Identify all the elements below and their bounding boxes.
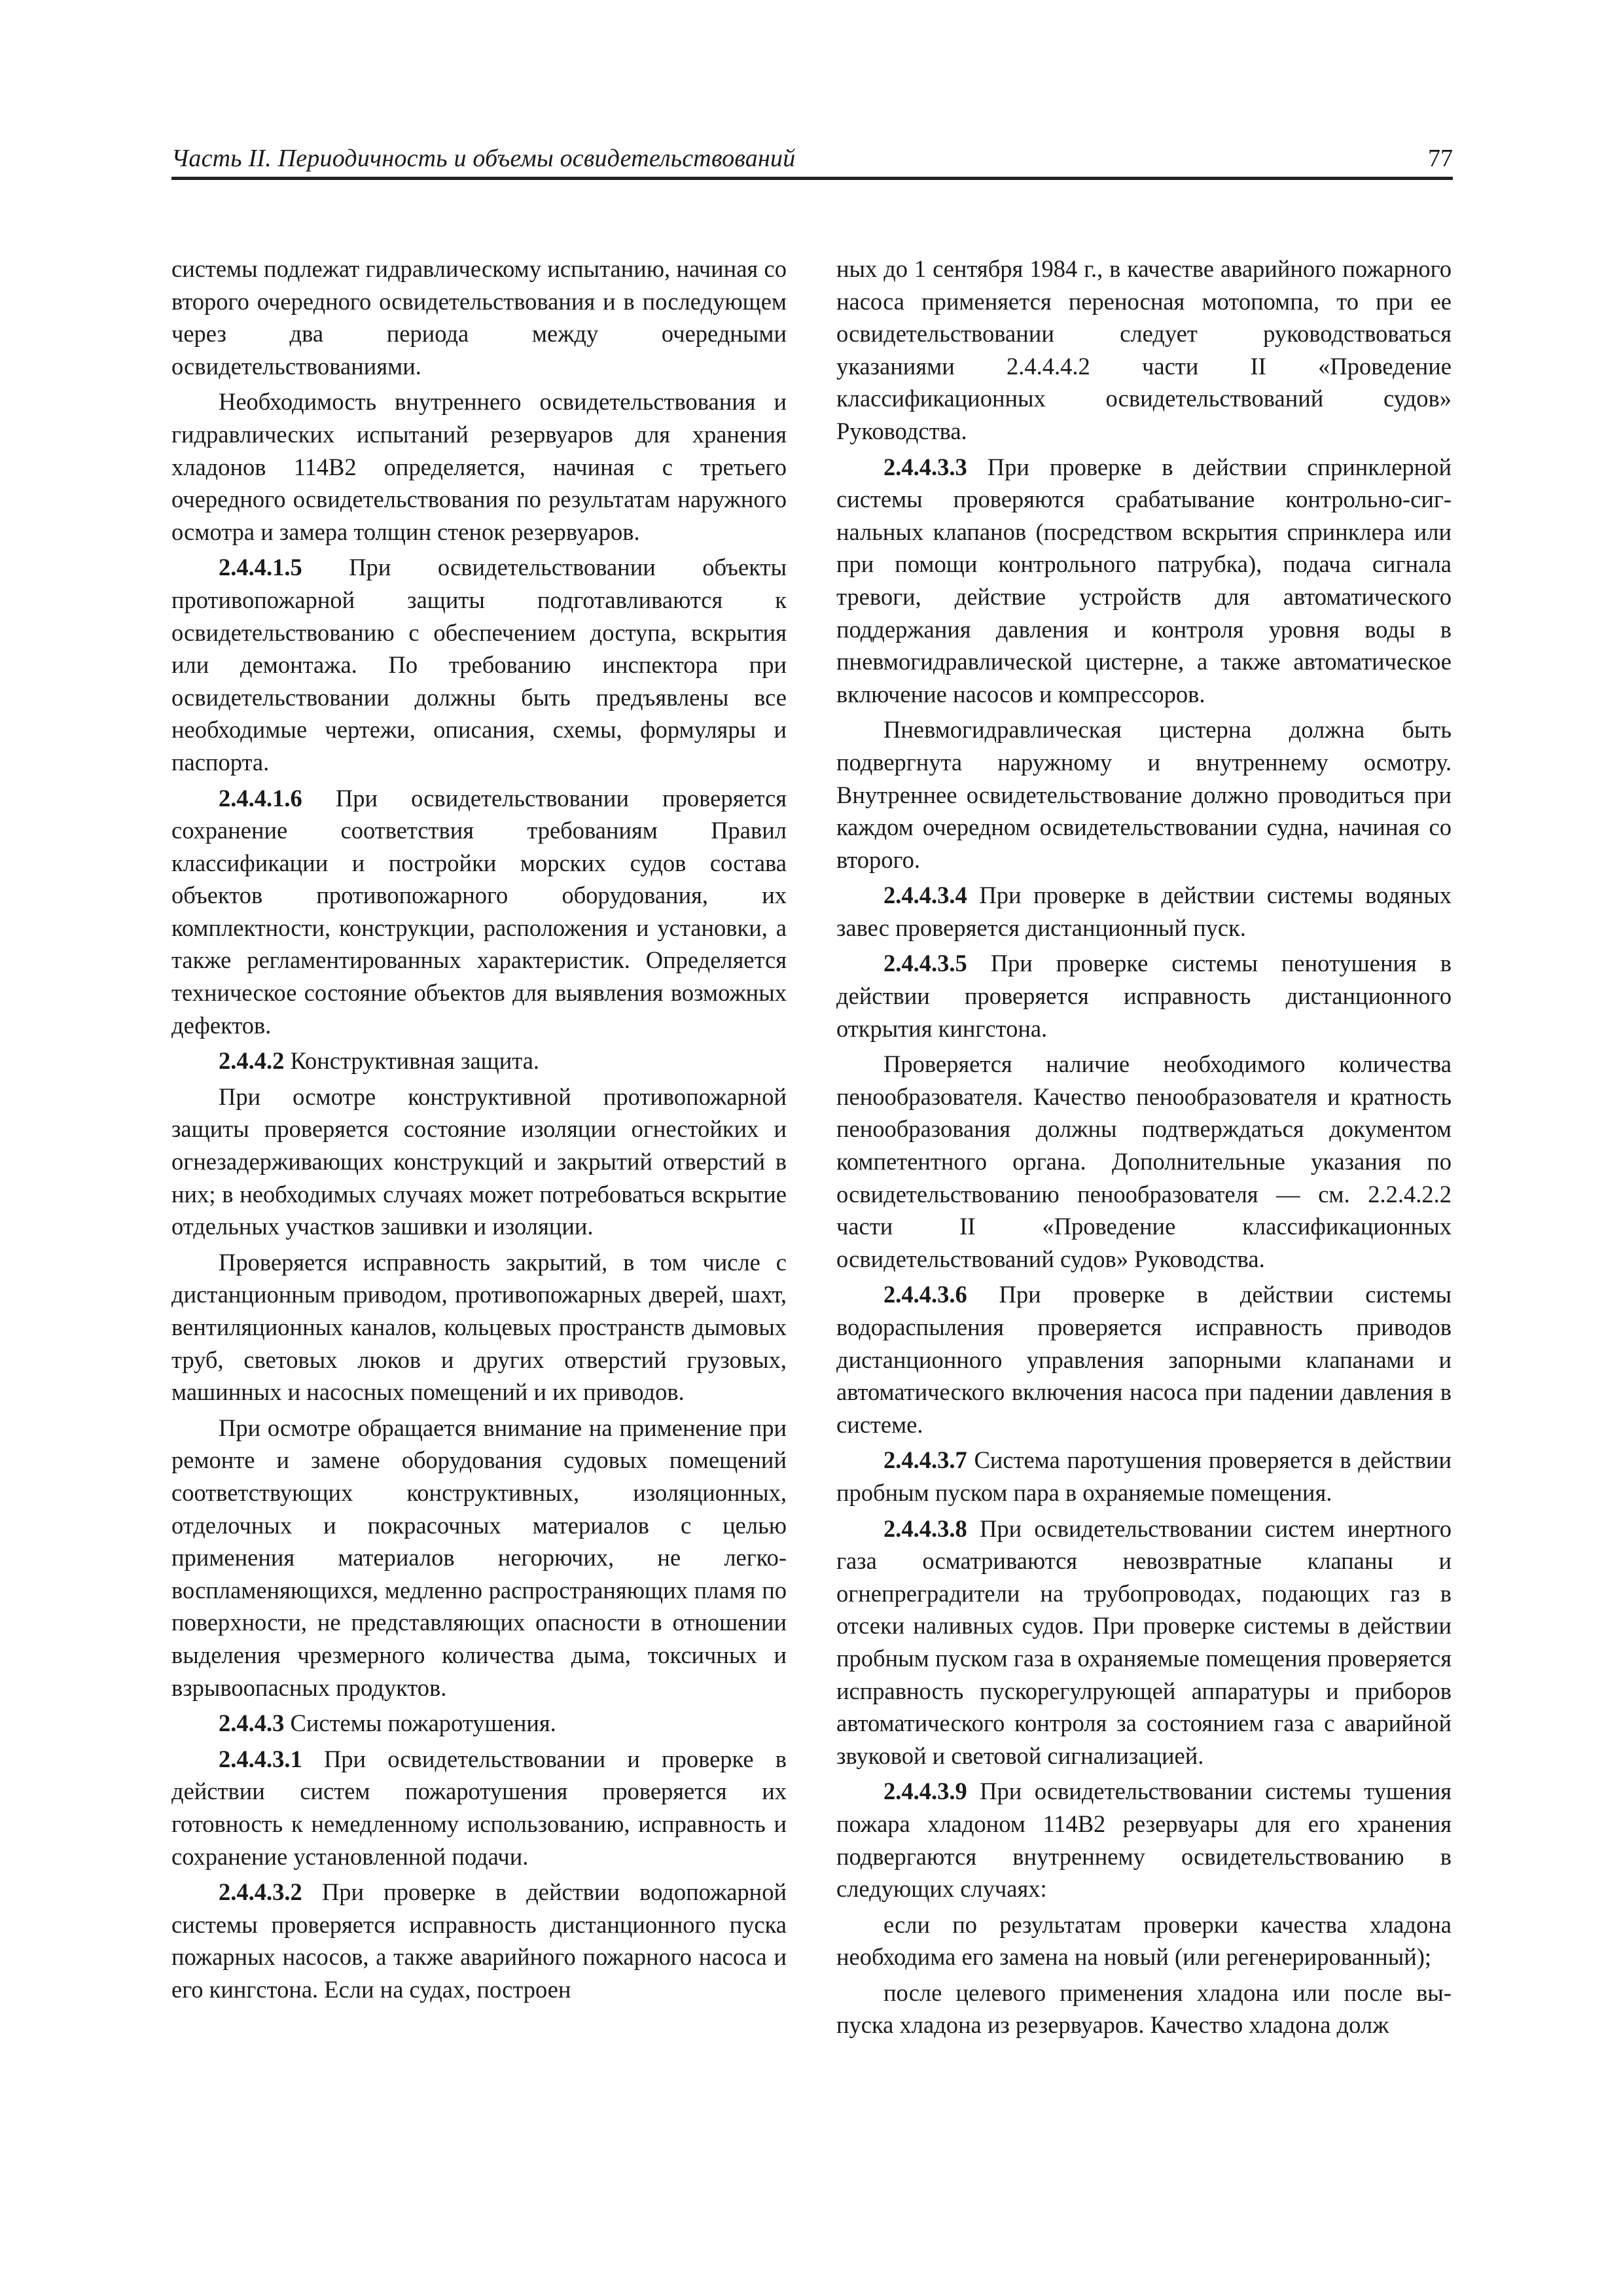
paragraph-text: При проверке в действии спринклерной системы проверяются срабатывание контрольно-сигнальных клапанов (посредством вскрытия спринклера или при помощи контрольного патрубка), подача сигнала тревоги, действие устройств для автоматического поддержания давления и контроля уровня воды в пневмогидравлической цистерне, а также автоматическое включение насосов и компрессоров.: [836, 453, 1452, 708]
clause-number: 2.4.4.3.6: [883, 1281, 967, 1308]
paragraph: [836, 1444, 1452, 1509]
clause-number: 2.4.4.3.1: [219, 1745, 302, 1772]
paragraph-text: Система паротушения проверяется в действии пробным пуском пара в охраняемые помещения.: [836, 1446, 1452, 1506]
paragraph: [171, 1707, 787, 1740]
paragraph: [171, 253, 787, 382]
paragraph-text: Конструктивная защита.: [284, 1047, 540, 1075]
paragraph-text: При проверке в действии системы водораспыления проверяется исправность приводов дистанционного управления запорными клапанами и автоматического включения насоса при падении давления в системе.: [836, 1281, 1452, 1438]
paragraph: [836, 1048, 1452, 1275]
clause-number: 2.4.4.1.6: [219, 784, 302, 812]
paragraph-text: При осмотре обращается внимание на применение при ремонте и замене оборудования судовых помещений соответствующих конструктивных, изоляционных, отделочных и покрасочных материалов с целью применения материалов негорючих, не легковоспламеняющихся, медленно распространяющих пламя по поверхности, не представляющих опасности в отношении выделения чрезмерного количества дыма, токсичных и взрывоопасных продуктов.: [171, 1414, 787, 1701]
paragraph-text: после целевого применения хладона или после выпуска хладона из резервуаров. Качество хладона долж: [836, 1979, 1452, 2039]
paragraph-text: При освидетельствовании системы тушения пожара хладоном 114В2 резервуары для его хранения подвергаются внутреннему освидетельствованию в следующих случаях:: [836, 1778, 1452, 1903]
paragraph-text: Необходимость внутреннего освидетельствования и гидравлических испытаний резервуаров для хранения хладонов 114В2 определяется, начиная с третьего очередного освидетельствования по результатам наружного осмотра и замера толщин стенок резервуаров.: [171, 388, 787, 545]
clause-number: 2.4.4.3.2: [219, 1878, 302, 1906]
clause-number: 2.4.4.3.3: [883, 453, 967, 480]
paragraph: [171, 1412, 787, 1704]
clause-number: 2.4.4.2: [219, 1047, 285, 1075]
paragraph-text: При проверке в действии водопожарной системы проверяется исправность дистанционного пуска пожарных насосов, а также аварийного пожарного насоса и его кингстона. Если на судах, построен: [171, 1878, 787, 2003]
paragraph: [836, 1775, 1452, 1905]
paragraph: [171, 1876, 787, 2005]
paragraph: [836, 1977, 1452, 2041]
paragraph: [171, 1246, 787, 1408]
paragraph-text: если по результатам проверки качества хладона необходима его замена на новый (или регенерированный);: [836, 1910, 1452, 1971]
clause-number: 2.4.4.3.8: [883, 1515, 967, 1542]
paragraph: [836, 947, 1452, 1045]
paragraph: [836, 1909, 1452, 1973]
paragraph-text: При осмотре конструктивной противопожарной защиты проверяется состояние изоляции огнестойких и огнезадерживающих конструкций и закрытий отверстий в них; в необходимых случаях может потребоваться вскрытие отдельных участков зашивки и изоляции.: [171, 1083, 787, 1240]
paragraph: [836, 451, 1452, 711]
paragraph: [836, 253, 1452, 448]
paragraph: [171, 386, 787, 548]
paragraph: [836, 1278, 1452, 1441]
clause-number: 2.4.4.3.7: [883, 1446, 967, 1474]
clause-number: 2.4.4.3: [219, 1710, 285, 1737]
page-header: [171, 143, 1453, 180]
paragraph-text: Системы пожаротушения.: [284, 1710, 556, 1737]
paragraph: [836, 879, 1452, 944]
right-column: [836, 253, 1452, 2041]
paragraph-text: Проверяется наличие необходимого количества пенообразователя. Качество пенообразователя и кратность пенообразования должны подтверждаться документом компетентного органа. Дополнительные указания по освидетельствованию пенообразователя — см. 2.2.4.2.2 части II «Проведение классификационных освидетельствований судов» Руководства.: [836, 1050, 1452, 1272]
paragraph-text: При освидетельствовании объекты противопожарной защиты подготавливаются к освидетельствованию с обеспечением доступа, вскрытия или демонтажа. По требованию инспектора при освидетельствовании должны быть предъявлены все необходимые чертежи, описания, схемы, формуляры и паспорта.: [171, 554, 787, 776]
paragraph: [171, 1045, 787, 1077]
clause-number: 2.4.4.3.5: [883, 950, 967, 977]
paragraph-text: системы подлежат гидравлическому испытанию, начиная со второго очередного освидетельствования и в последующем через два периода между очередными освидетельствованиями.: [171, 255, 787, 380]
paragraph-text: ных до 1 сентября 1984 г., в качестве аварийного пожарного насоса применяется переносная мотопомпа, то при ее освидетельствовании следует руководствоваться указаниями 2.4.4.4.2 части II «Проведение классификационных освидетельствований судов» Руководства.: [836, 255, 1452, 444]
paragraph: [171, 1081, 787, 1243]
paragraph: [836, 1513, 1452, 1772]
paragraph-text: При проверке системы пенотушения в действии проверяется исправность дистанционного открытия кингстона.: [836, 950, 1452, 1042]
paragraph-text: При освидетельствовании проверяется сохранение соответствия требованиям Правил классификации и постройки морских судов состава объектов противопожарного оборудования, их комплектности, конструкции, расположения и установки, а также регламентированных характеристик. Определяется техническое состояние объектов для выявления возможных дефектов.: [171, 784, 787, 1039]
clause-number: 2.4.4.1.5: [219, 554, 302, 581]
page-number: 77: [1428, 145, 1453, 172]
paragraph-text: Пневмогидравлическая цистерна должна быть подвергнута наружному и внутреннему осмотру. Внутреннее освидетельствование должно проводиться при каждом очередном освидетельствовании судна, начиная со второго.: [836, 716, 1452, 873]
paragraph-text: При проверке в действии системы водяных завес проверяется дистанционный пуск.: [836, 882, 1452, 941]
paragraph: [836, 713, 1452, 876]
clause-number: 2.4.4.3.4: [883, 882, 967, 909]
paragraph: [171, 782, 787, 1042]
paragraph-text: При освидетельствовании систем инертного газа осматриваются невозвратные клапаны и огнепреградители на трубопроводах, подающих газ в отсеки наливных судов. При проверке системы в действии пробным пуском газа в охраняемые помещения проверяется исправность пускорегулрующей аппаратуры и приборов автоматического контроля за состоянием газа с аварийной звуковой и световой сигнализацией.: [836, 1515, 1452, 1769]
paragraph-text: Проверяется исправность закрытий, в том числе с дистанционным приводом, противопожарных дверей, шахт, вентиляционных каналов, кольцевых пространств дымовых труб, световых люков и других отверстий грузовых, машинных и насосных помещений и их приводов.: [171, 1248, 787, 1406]
paragraph: [171, 551, 787, 778]
running-title: Часть II. Периодичность и объемы освидетельствований: [171, 145, 796, 172]
paragraph: [171, 1743, 787, 1873]
paragraph-text: При освидетельствовании и проверке в действии систем пожаротушения проверяется их готовность к немедленному использованию, исправность и сохранение установленной подачи.: [171, 1745, 787, 1870]
clause-number: 2.4.4.3.9: [883, 1778, 967, 1805]
left-column: [171, 253, 787, 2005]
